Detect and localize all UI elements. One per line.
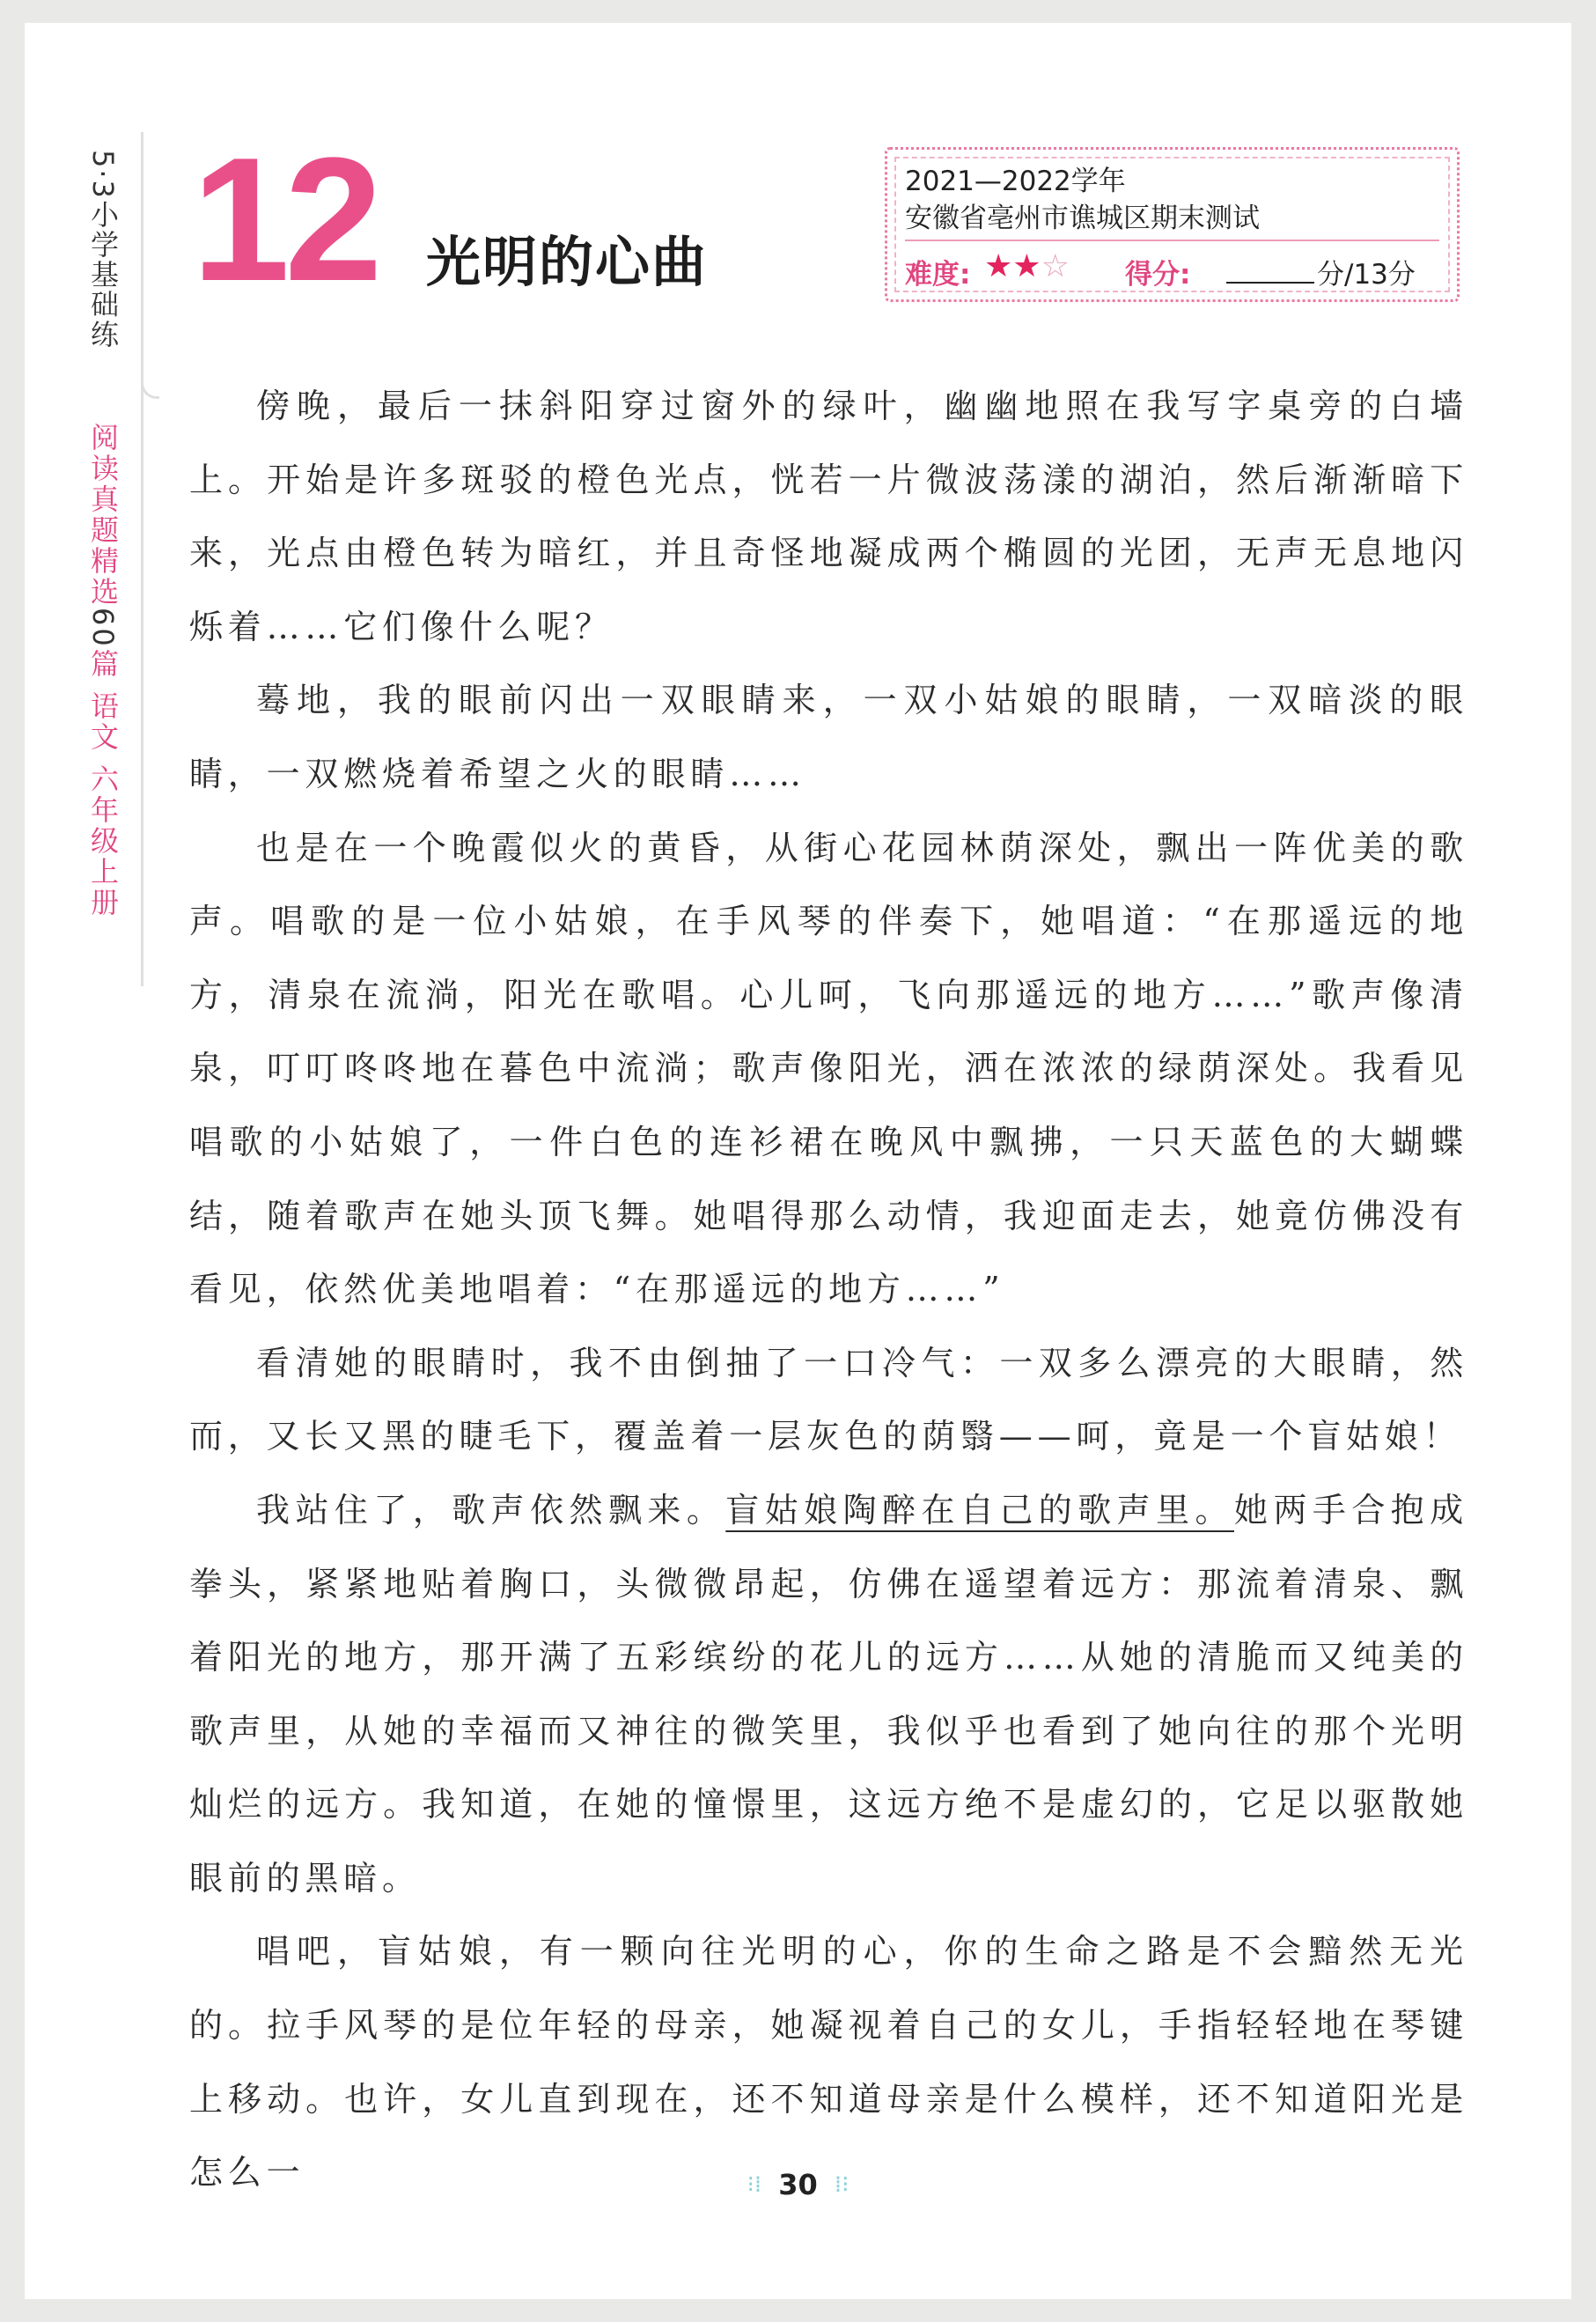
lesson-number: 12 bbox=[192, 122, 378, 318]
paragraph-5-rest: 她两手合抱成拳头，紧紧地贴着胸口，头微微昂起，仿佛在遥望着远方：那流着清泉、飘着阳光的地方，那开满了五彩缤纷的花儿的远方……从她的清脆而又纯美的歌声里，从她的幸福而又神往的微笑里，我似乎也看到了她向往的那个光明灿烂的远方。我知道，在她的憧憬里，这远方绝不是虚幻的，它足以驱散她眼前的黑暗。 bbox=[189, 1490, 1468, 1898]
paragraph-5 bbox=[189, 1474, 1468, 1916]
reading-passage bbox=[189, 370, 1468, 2210]
sidebar-rule bbox=[141, 132, 143, 986]
paragraph-2: 蓦地，我的眼前闪出一双眼睛来，一双小姑娘的眼睛，一双暗淡的眼睛，一双燃烧着希望之火的眼睛…… bbox=[189, 681, 1468, 793]
exam-source: 安徽省亳州市谯城区期末测试 bbox=[905, 203, 1260, 234]
score-total: 分/13分 bbox=[1317, 259, 1416, 291]
paragraph-5-start: 我站住了，歌声依然飘来。 bbox=[256, 1490, 726, 1530]
info-divider bbox=[905, 240, 1439, 241]
score-blank-line[interactable] bbox=[1226, 282, 1314, 284]
page-number: 30 bbox=[778, 2168, 818, 2201]
lesson-title: 光明的心曲 bbox=[426, 230, 709, 294]
difficulty-label: 难度: bbox=[905, 259, 971, 291]
paragraph-6: 唱吧，盲姑娘，有一颗向往光明的心，你的生命之路是不会黯然无光的。拉手风琴的是位年轻的母亲，她凝视着自己的女儿，手指轻轻地在琴键上移动。也许，女儿直到现在，还不知道母亲是什么模样，还不知道阳光是怎么一 bbox=[189, 1932, 1468, 2193]
underlined-sentence: 盲姑娘陶醉在自己的歌声里。 bbox=[725, 1490, 1234, 1530]
paragraph-4: 看清她的眼睛时，我不由倒抽了一口冷气：一双多么漂亮的大眼睛，然而，又长又黑的睫毛下，覆盖着一层灰色的荫翳——呵，竟是一个盲姑娘！ bbox=[189, 1343, 1468, 1456]
book-title-count: 60 bbox=[86, 608, 120, 649]
book-title bbox=[85, 423, 121, 918]
footer-left-ornament-icon: ⁝⁞ bbox=[747, 2171, 762, 2198]
paragraph-3: 也是在一个晚霞似火的黄昏，从街心花园林荫深处，飘出一阵优美的歌声。唱歌的是一位小姑娘，在手风琴的伴奏下，她唱道：“在那遥远的地方，清泉在流淌，阳光在歌唱。心儿呵，飞向那遥远的地方……”歌声像清泉，叮叮咚咚地在暮色中流淌；歌声像阳光，洒在浓浓的绿荫深处。我看见唱歌的小姑娘了，一件白色的连衫裙在晚风中飘拂，一只天蓝色的大蝴蝶结，随着歌声在她头顶飞舞。她唱得那么动情，我迎面走去，她竟仿佛没有看见，依然优美地唱着：“在那遥远的地方……” bbox=[189, 828, 1468, 1309]
star-filled-icon: ★ bbox=[984, 248, 1013, 284]
page-footer bbox=[0, 2168, 1596, 2201]
star-filled-icon: ★ bbox=[1012, 248, 1041, 284]
book-title-suffix: 篇 语文 六年级上册 bbox=[86, 648, 120, 919]
star-empty-icon: ☆ bbox=[1041, 248, 1070, 284]
score-label: 得分: bbox=[1125, 259, 1191, 291]
series-name: 5·3小学基础练 bbox=[86, 150, 120, 350]
difficulty-stars bbox=[984, 248, 1070, 284]
book-title-prefix: 阅读真题精选 bbox=[86, 423, 120, 608]
exam-info-box bbox=[885, 147, 1460, 302]
paragraph-1: 傍晚，最后一抹斜阳穿过窗外的绿叶，幽幽地照在我写字桌旁的白墙上。开始是许多斑驳的橙色光点，恍若一片微波荡漾的湖泊，然后渐渐暗下来，光点由橙色转为暗红，并且奇怪地凝成两个椭圆的光团，无声无息地闪烁着……它们像什么呢？ bbox=[189, 387, 1468, 646]
exam-year: 2021—2022学年 bbox=[905, 166, 1126, 197]
footer-right-ornament-icon: ⁞⁝ bbox=[834, 2171, 849, 2198]
